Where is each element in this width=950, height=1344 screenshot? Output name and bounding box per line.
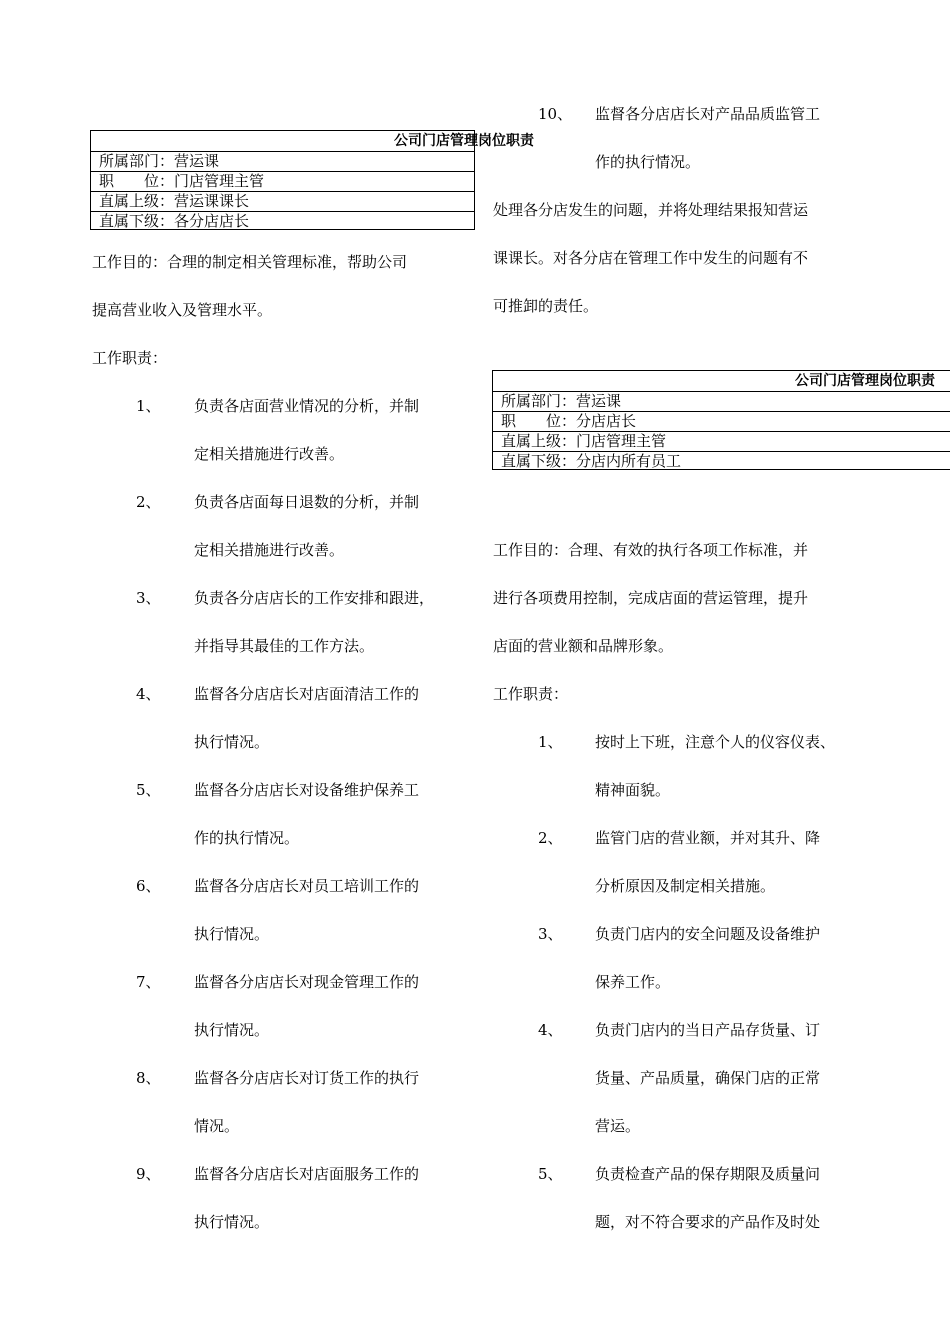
paragraph-line: 处理各分店发生的问题，并将处理结果报知营运 [493, 201, 809, 219]
purpose-line: 工作目的：合理、有效的执行各项工作标准，并 [493, 541, 809, 559]
list-item-text: 执行情况。 [194, 1021, 270, 1039]
list-item-text: 监督各分店店长对店面服务工作的 [194, 1165, 420, 1183]
list-item-number: 6、 [136, 877, 161, 895]
list-item-text: 负责门店内的安全问题及设备维护 [595, 925, 821, 943]
paragraph-line: 可推卸的责任。 [493, 297, 599, 315]
purpose-line: 进行各项费用控制，完成店面的营运管理，提升 [493, 589, 809, 607]
list-item-text: 负责各店面每日退数的分析，并制 [194, 493, 420, 511]
duties-heading: 工作职责： [92, 349, 168, 367]
purpose-line: 店面的营业额和品牌形象。 [493, 637, 674, 655]
list-item-text: 按时上下班，注意个人的仪容仪表、 [595, 733, 836, 751]
list-item-number: 5、 [538, 1165, 563, 1183]
list-item-text: 监督各分店店长对员工培训工作的 [194, 877, 420, 895]
list-item-number: 10、 [538, 105, 573, 123]
duties-heading: 工作职责： [493, 685, 569, 703]
list-item-text: 并指导其最佳的工作方法。 [194, 637, 375, 655]
right-info-table [492, 370, 950, 470]
list-item-number: 3、 [538, 925, 563, 943]
purpose-line: 提高营业收入及管理水平。 [92, 301, 273, 319]
list-item-text: 精神面貌。 [595, 781, 671, 799]
list-item-text: 作的执行情况。 [194, 829, 300, 847]
table-row: 直属下级：分店内所有员工 [501, 452, 682, 470]
table-title [493, 371, 950, 392]
list-item-text: 执行情况。 [194, 925, 270, 943]
list-item-text: 监督各分店店长对订货工作的执行 [194, 1069, 420, 1087]
purpose-line: 工作目的：合理的制定相关管理标准，帮助公司 [92, 253, 408, 271]
list-item-text: 监管门店的营业额，并对其升、降 [595, 829, 821, 847]
list-item-text: 定相关措施进行改善。 [194, 541, 345, 559]
list-item-text: 营运。 [595, 1117, 641, 1135]
list-item-text: 负责各分店店长的工作安排和跟进， [194, 589, 435, 607]
list-item-text: 监督各分店店长对产品品质监管工 [595, 105, 821, 123]
list-item-text: 负责门店内的当日产品存货量、订 [595, 1021, 821, 1039]
list-item-text: 监督各分店店长对设备维护保养工 [194, 781, 420, 799]
list-item-number: 2、 [538, 829, 563, 847]
list-item-number: 1、 [136, 397, 161, 415]
list-item-text: 监督各分店店长对现金管理工作的 [194, 973, 420, 991]
list-item-number: 8、 [136, 1069, 161, 1087]
table-row: 职 位：门店管理主管 [91, 172, 474, 192]
table-title-text: 公司门店管理岗位职责 [795, 373, 935, 389]
left-info-table [90, 130, 534, 230]
table-row: 直属上级：营运课课长 [91, 192, 474, 212]
list-item-number: 4、 [136, 685, 161, 703]
table-row: 所属部门：营运课 [493, 392, 950, 412]
list-item-text: 分析原因及制定相关措施。 [595, 877, 776, 895]
list-item-number: 1、 [538, 733, 563, 751]
list-item-number: 7、 [136, 973, 161, 991]
table-row: 直属上级：门店管理主管 [493, 432, 950, 452]
table-title [91, 131, 534, 152]
list-item-text: 情况。 [194, 1117, 240, 1135]
table-row: 职 位：分店店长 [493, 412, 950, 432]
list-item-number: 2、 [136, 493, 161, 511]
list-item-number: 3、 [136, 589, 161, 607]
list-item-text: 负责各店面营业情况的分析，并制 [194, 397, 420, 415]
paragraph-line: 课课长。对各分店在管理工作中发生的问题有不 [493, 249, 809, 267]
list-item-text: 负责检查产品的保存期限及质量问 [595, 1165, 821, 1183]
list-item-number: 4、 [538, 1021, 563, 1039]
table-row: 所属部门：营运课 [91, 152, 474, 172]
table-title-text: 公司门店管理岗位职责 [394, 133, 534, 149]
list-item-text: 监督各分店店长对店面清洁工作的 [194, 685, 420, 703]
table-row: 直属下级：各分店店长 [99, 212, 250, 230]
list-item-text: 题，对不符合要求的产品作及时处 [595, 1213, 821, 1231]
list-item-number: 5、 [136, 781, 161, 799]
list-item-text: 货量、产品质量，确保门店的正常 [595, 1069, 821, 1087]
list-item-text: 保养工作。 [595, 973, 671, 991]
list-item-text: 作的执行情况。 [595, 153, 701, 171]
list-item-text: 执行情况。 [194, 1213, 270, 1231]
list-item-text: 执行情况。 [194, 733, 270, 751]
list-item-number: 9、 [136, 1165, 161, 1183]
list-item-text: 定相关措施进行改善。 [194, 445, 345, 463]
